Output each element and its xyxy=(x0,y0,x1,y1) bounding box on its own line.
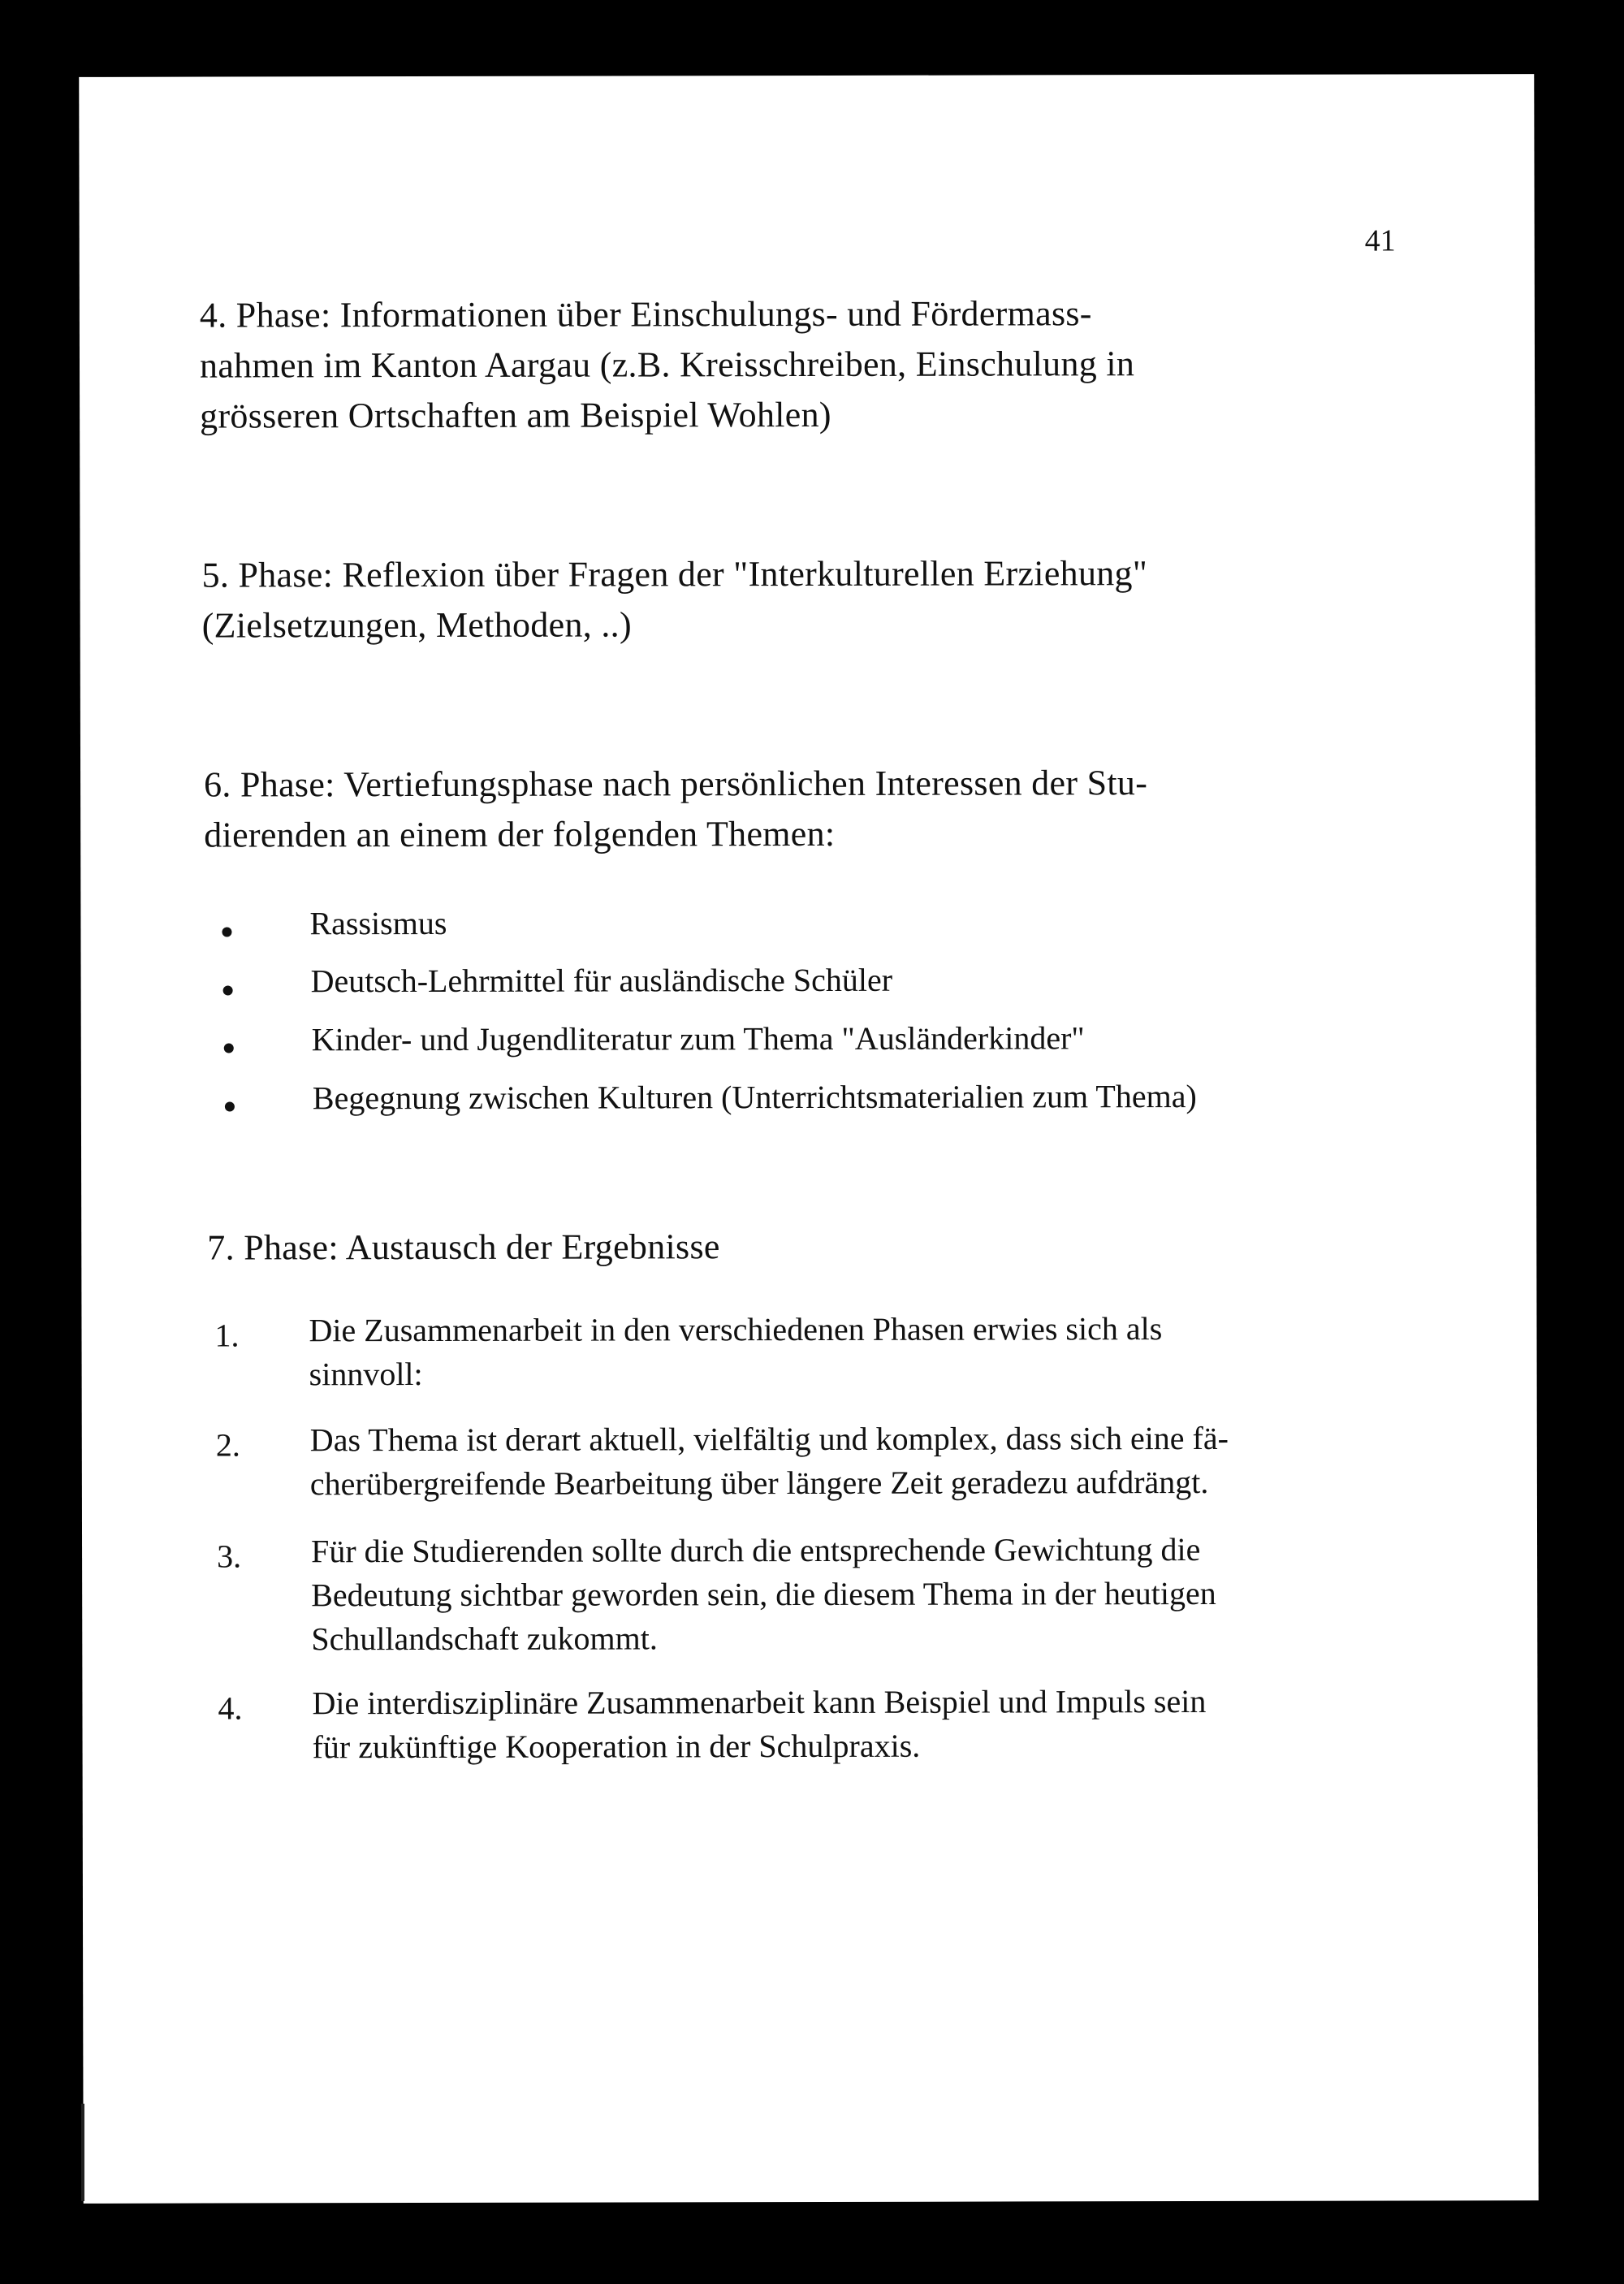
numbered-item-1-line-2: sinnvoll: xyxy=(309,1355,423,1393)
page-number: 41 xyxy=(1364,223,1396,258)
bullet-item-3: Kinder- und Jugendliteratur zum Thema "Ausländerkinder" xyxy=(311,1019,1085,1058)
document-page xyxy=(79,74,1538,2204)
phase5-line-1: 5. Phase: Reflexion über Fragen der "Interkulturellen Erziehung" xyxy=(201,553,1148,595)
scan-edge-mark xyxy=(81,2104,84,2201)
numbered-item-2-line-1: Das Thema ist derart aktuell, vielfältig und komplex, dass sich eine fä- xyxy=(309,1419,1229,1459)
phase6-line-2: dierenden an einem der folgenden Themen: xyxy=(204,813,836,855)
bullet-item-1: Rassismus xyxy=(309,904,447,942)
phase5-line-2: (Zielsetzungen, Methoden, ..) xyxy=(201,604,632,646)
numbered-item-2-line-2: cherübergreifende Bearbeitung über längere Zeit geradezu aufdrängt. xyxy=(309,1463,1209,1503)
numbered-item-4-marker: 4. xyxy=(218,1689,243,1727)
phase6-line-1: 6. Phase: Vertiefungsphase nach persönlichen Interessen der Stu- xyxy=(204,763,1148,805)
numbered-item-2-marker: 2. xyxy=(215,1426,240,1464)
bullet-dot xyxy=(225,1101,235,1111)
bullet-item-2: Deutsch-Lehrmittel für ausländische Schüler xyxy=(310,961,893,1000)
bullet-dot xyxy=(223,985,233,995)
numbered-item-4-line-2: für zukünftige Kooperation in der Schulpraxis. xyxy=(312,1727,921,1766)
bullet-dot xyxy=(222,927,231,937)
numbered-item-3-line-1: Für die Studierenden sollte durch die entsprechende Gewichtung die xyxy=(311,1530,1201,1570)
numbered-item-3-line-3: Schullandschaft zukommt. xyxy=(311,1620,658,1658)
numbered-item-3-line-2: Bedeutung sichtbar geworden sein, die diesem Thema in der heutigen xyxy=(311,1574,1216,1614)
numbered-item-3-marker: 3. xyxy=(217,1538,242,1575)
phase4-line-3: grösseren Ortschaften am Beispiel Wohlen) xyxy=(200,394,831,436)
phase7-heading: 7. Phase: Austausch der Ergebnisse xyxy=(207,1226,720,1268)
numbered-item-4-line-1: Die interdisziplinäre Zusammenarbeit kann Beispiel und Impuls sein xyxy=(312,1682,1207,1722)
numbered-item-1-marker: 1. xyxy=(214,1317,240,1354)
bullet-dot xyxy=(224,1043,234,1053)
numbered-item-1-line-1: Die Zusammenarbeit in den verschiedenen Phasen erwies sich als xyxy=(309,1310,1163,1349)
phase4-line-2: nahmen im Kanton Aargau (z.B. Kreisschreiben, Einschulung in xyxy=(199,344,1135,386)
phase4-line-1: 4. Phase: Informationen über Einschulungs- und Fördermass- xyxy=(199,293,1092,335)
bullet-item-4: Begegnung zwischen Kulturen (Unterrichtsmaterialien zum Thema) xyxy=(312,1077,1197,1117)
